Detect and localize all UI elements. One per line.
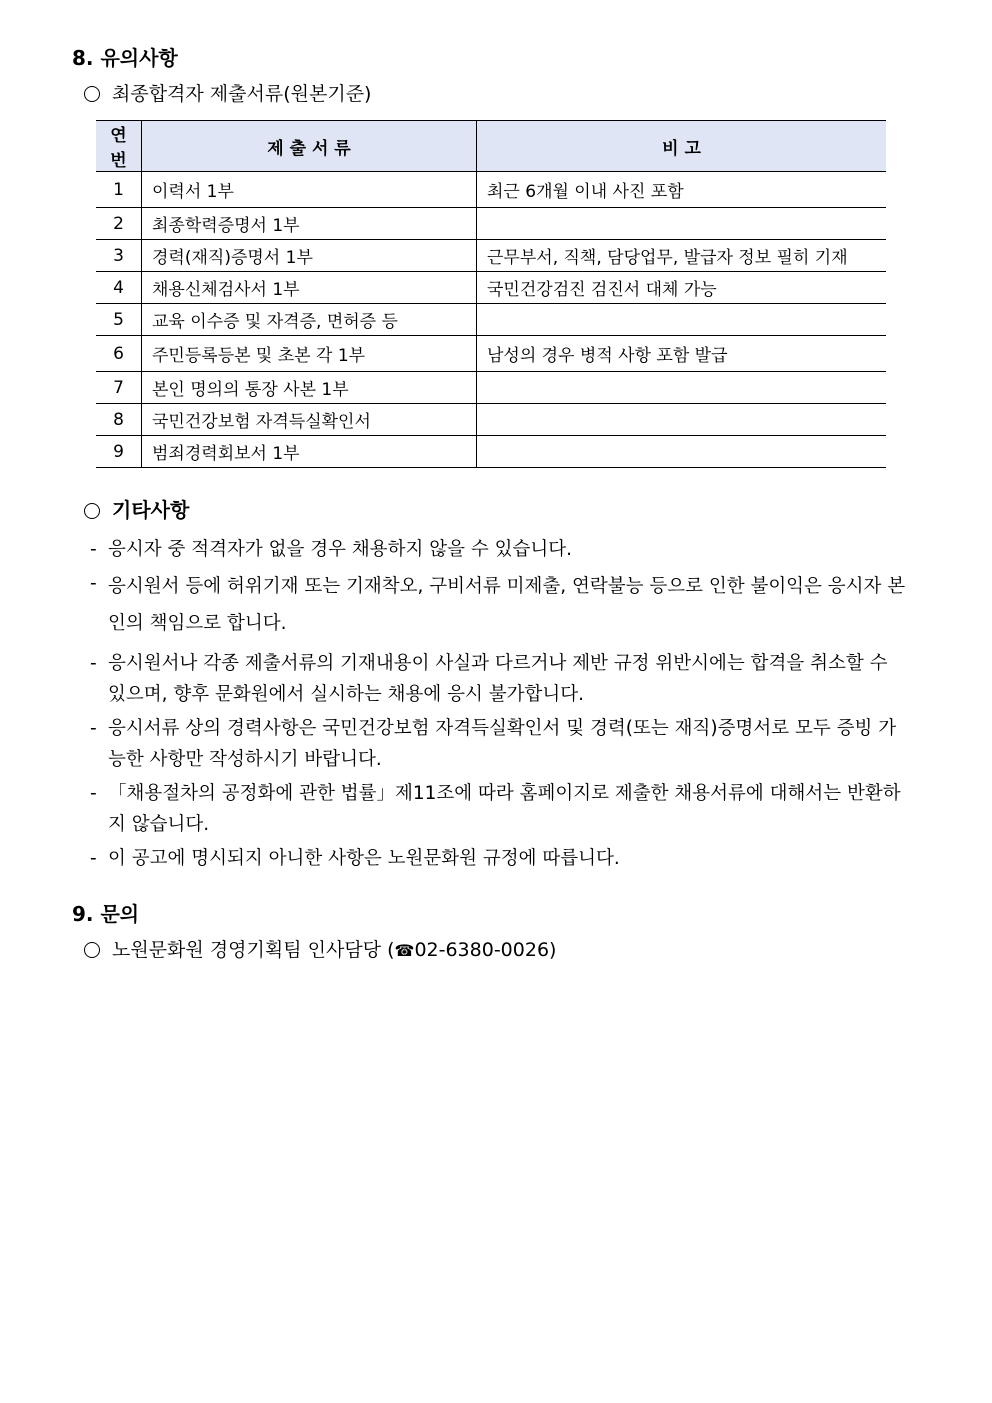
- table-row: [96, 240, 886, 272]
- row-no: 9: [96, 436, 142, 468]
- bullet-dash: -: [90, 653, 97, 674]
- row-note: [477, 404, 887, 436]
- contact-label: 노원문화원 경영기획팀 인사담당 (: [112, 939, 395, 961]
- row-note: 국민건강검진 검진서 대체 가능: [477, 272, 887, 304]
- row-doc: 이력서 1부: [142, 172, 477, 208]
- row-note: 근무부서, 직책, 담당업무, 발급자 정보 필히 기재: [477, 240, 887, 272]
- submission-docs-subheading: [84, 79, 371, 106]
- row-note: 남성의 경우 병적 사항 포함 발급: [477, 336, 887, 372]
- circle-bullet-icon: [84, 86, 100, 102]
- row-doc: 범죄경력회보서 1부: [142, 436, 477, 468]
- row-note: [477, 304, 887, 336]
- submission-docs-label: 최종합격자 제출서류(원본기준): [112, 83, 372, 105]
- row-note: [477, 436, 887, 468]
- other-notes-list: [90, 534, 910, 877]
- list-item: [90, 713, 910, 775]
- row-no: 6: [96, 336, 142, 372]
- other-notes-label: 기타사항: [112, 498, 190, 522]
- row-note: [477, 208, 887, 240]
- table-row: [96, 172, 886, 208]
- submission-docs-table: [96, 120, 886, 468]
- other-notes-subheading: [84, 494, 189, 523]
- header-note: 비 고: [477, 121, 887, 172]
- row-doc: 본인 명의의 통장 사본 1부: [142, 372, 477, 404]
- table-row: [96, 304, 886, 336]
- list-item: [90, 648, 910, 710]
- list-item: [90, 778, 910, 840]
- bullet-dash: -: [90, 783, 97, 804]
- row-no: 4: [96, 272, 142, 304]
- section9-heading: 9. 문의: [72, 902, 140, 926]
- contact-phone: 02-6380-0026): [414, 939, 557, 961]
- table-row: [96, 372, 886, 404]
- row-doc: 채용신체검사서 1부: [142, 272, 477, 304]
- list-item: [90, 568, 910, 642]
- list-item: [90, 534, 910, 565]
- row-doc: 교육 이수증 및 자격증, 면허증 등: [142, 304, 477, 336]
- bullet-text: 「채용절차의 공정화에 관한 법률」제11조에 따라 홈페이지로 제출한 채용서류에 대해서는 반환하지 않습니다.: [108, 783, 901, 835]
- header-doc: 제 출 서 류: [142, 121, 477, 172]
- table-header-row: [96, 121, 886, 172]
- bullet-dash: -: [90, 573, 97, 594]
- row-note: [477, 372, 887, 404]
- contact-line: [84, 935, 556, 962]
- header-no: 연번: [96, 121, 142, 172]
- bullet-text: 응시서류 상의 경력사항은 국민건강보험 자격득실확인서 및 경력(또는 재직)증명서로 모두 증빙 가능한 사항만 작성하시기 바랍니다.: [108, 718, 897, 770]
- section8-heading: 8. 유의사항: [72, 46, 178, 70]
- bullet-text: 응시자 중 적격자가 없을 경우 채용하지 않을 수 있습니다.: [108, 539, 572, 560]
- table-row: [96, 272, 886, 304]
- bullet-dash: -: [90, 718, 97, 739]
- row-no: 3: [96, 240, 142, 272]
- row-doc: 경력(재직)증명서 1부: [142, 240, 477, 272]
- list-item: [90, 843, 910, 874]
- bullet-text: 이 공고에 명시되지 아니한 사항은 노원문화원 규정에 따릅니다.: [108, 848, 620, 869]
- row-no: 7: [96, 372, 142, 404]
- row-no: 5: [96, 304, 142, 336]
- bullet-dash: -: [90, 539, 97, 560]
- bullet-text: 응시원서나 각종 제출서류의 기재내용이 사실과 다르거나 제반 규정 위반시에는 합격을 취소할 수 있으며, 향후 문화원에서 실시하는 채용에 응시 불가합니다.: [108, 653, 888, 705]
- table-row: [96, 436, 886, 468]
- row-doc: 최종학력증명서 1부: [142, 208, 477, 240]
- circle-bullet-icon: [84, 942, 100, 958]
- row-doc: 국민건강보험 자격득실확인서: [142, 404, 477, 436]
- table-row: [96, 336, 886, 372]
- circle-bullet-icon: [84, 503, 100, 519]
- row-note: 최근 6개월 이내 사진 포함: [477, 172, 887, 208]
- table-row: [96, 208, 886, 240]
- row-doc: 주민등록등본 및 초본 각 1부: [142, 336, 477, 372]
- bullet-text: 응시원서 등에 허위기재 또는 기재착오, 구비서류 미제출, 연락불능 등으로 인한 불이익은 응시자 본인의 책임으로 합니다.: [108, 576, 906, 634]
- row-no: 1: [96, 172, 142, 208]
- row-no: 8: [96, 404, 142, 436]
- row-no: 2: [96, 208, 142, 240]
- phone-icon: ☎: [394, 941, 415, 960]
- table-row: [96, 404, 886, 436]
- bullet-dash: -: [90, 848, 97, 869]
